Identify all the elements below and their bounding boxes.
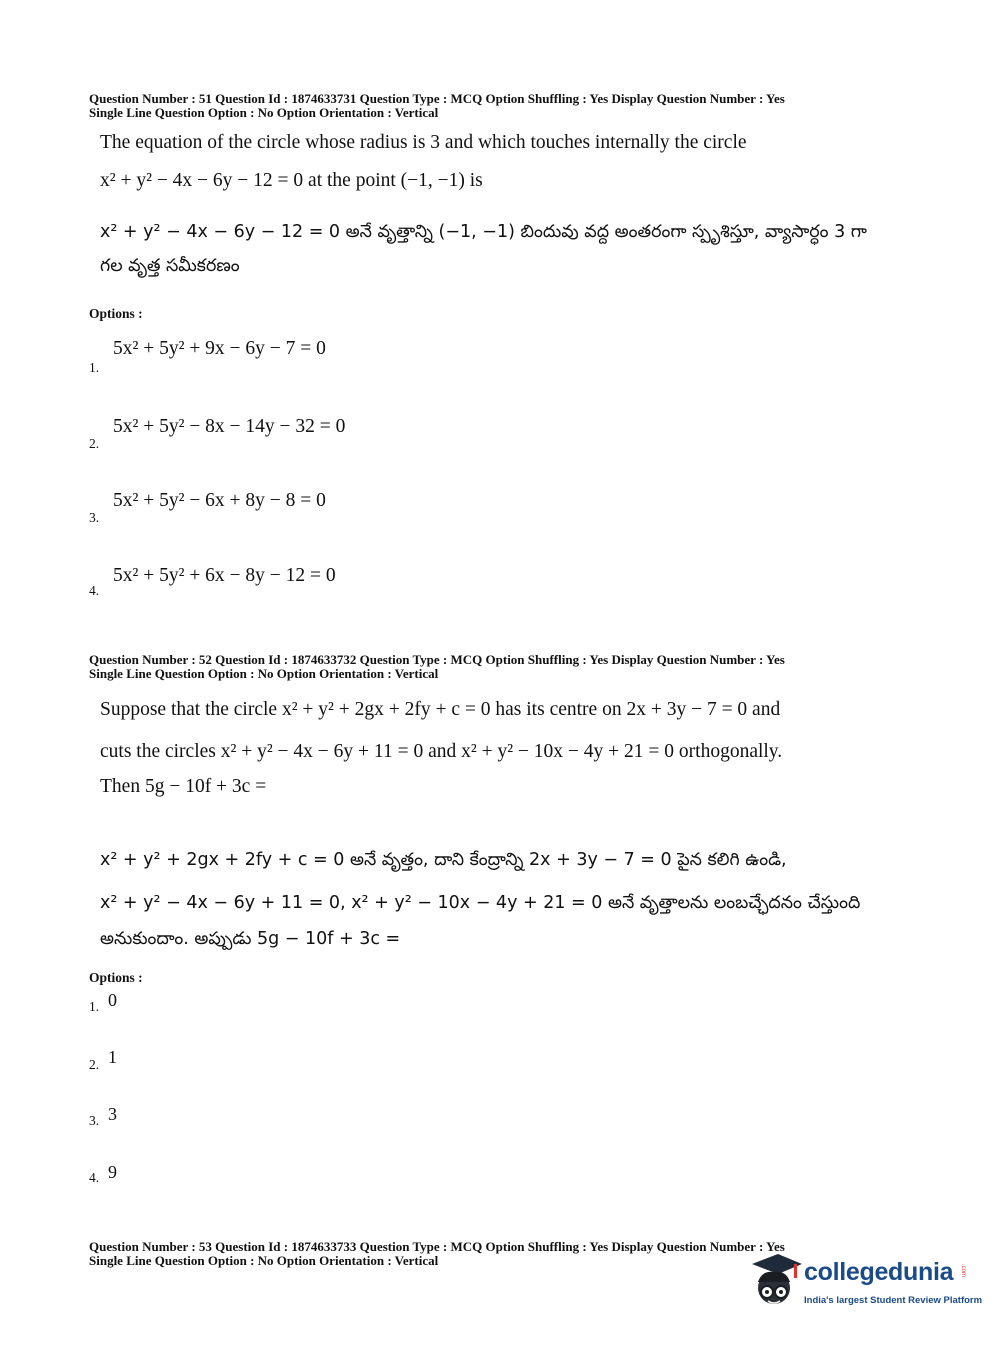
q52-text-te-3: అనుకుందాం. అప్పుడు 5g − 10f + 3c = <box>100 929 401 949</box>
q52-option-1-text[interactable]: 0 <box>108 990 117 1010</box>
q51-option-1-text[interactable]: 5x² + 5y² + 9x − 6y − 7 = 0 <box>113 338 326 359</box>
q51-option-1-number: 1. <box>89 360 100 375</box>
q51-option-2-text[interactable]: 5x² + 5y² − 8x − 14y − 32 = 0 <box>113 416 346 437</box>
q51-text-te-2: గల వృత్త సమీకరణం <box>100 256 240 276</box>
collegedunia-watermark <box>746 1252 983 1322</box>
q52-option-2-number: 2. <box>89 1057 100 1072</box>
q51-option-4-text[interactable]: 5x² + 5y² + 6x − 8y − 12 = 0 <box>113 565 336 586</box>
mascot-icon <box>746 1252 802 1316</box>
q51-option-3-number: 3. <box>89 510 100 525</box>
q51-option-4-number: 4. <box>89 583 100 598</box>
q52-text-te-2: x² + y² − 4x − 6y + 11 = 0, x² + y² − 10x − 4y + 21 = 0 అనే వృత్తాలను లంబచ్ఛేదనం చేస్తుంది <box>100 893 861 913</box>
q51-text-te-1: x² + y² − 4x − 6y − 12 = 0 అనే వృత్తాన్ని (−1, −1) బిందువు వద్ద అంతరంగా స్పృశిస్తూ, వ్యాసార్ధం 3 గా <box>100 222 867 242</box>
q51-option-3-text[interactable]: 5x² + 5y² − 6x + 8y − 8 = 0 <box>113 490 326 511</box>
q51-meta-line1: Question Number : 51 Question Id : 1874633731 Question Type : MCQ Option Shuffling : Yes Display Question Number : Yes <box>89 91 785 106</box>
q52-option-1-number: 1. <box>89 999 100 1014</box>
q52-text-te-1: x² + y² + 2gx + 2fy + c = 0 అనే వృత్తం, దాని కేంద్రాన్ని 2x + 3y − 7 = 0 పైన కలిగి ఉండి, <box>100 850 787 870</box>
q53-meta <box>89 1240 785 1268</box>
q52-meta-line2: Single Line Question Option : No Option Orientation : Vertical <box>89 666 439 681</box>
q52-text-en-3: Then 5g − 10f + 3c = <box>100 776 267 797</box>
q51-text-en-1: The equation of the circle whose radius is 3 and which touches internally the circle <box>100 132 747 153</box>
q52-meta <box>89 653 785 681</box>
q52-option-4-text[interactable]: 9 <box>108 1162 117 1182</box>
q52-options-label: Options : <box>89 970 143 985</box>
q52-option-4-number: 4. <box>89 1170 100 1185</box>
brand-tagline: India's largest Student Review Platform <box>804 1295 983 1306</box>
q51-option-2-number: 2. <box>89 436 100 451</box>
brand-name: collegedunia <box>804 1258 954 1286</box>
brand-com: .com <box>960 1264 966 1278</box>
q52-option-3-text[interactable]: 3 <box>108 1104 117 1124</box>
q51-options-label: Options : <box>89 306 143 321</box>
q53-meta-line1: Question Number : 53 Question Id : 1874633733 Question Type : MCQ Option Shuffling : Yes Display Question Number : Yes <box>89 1239 785 1254</box>
q51-meta <box>89 92 785 120</box>
q53-meta-line2: Single Line Question Option : No Option Orientation : Vertical <box>89 1253 439 1268</box>
q51-meta-line2: Single Line Question Option : No Option Orientation : Vertical <box>89 105 439 120</box>
q52-text-en-1: Suppose that the circle x² + y² + 2gx + 2fy + c = 0 has its centre on 2x + 3y − 7 = 0 and <box>100 699 781 720</box>
q51-text-en-2: x² + y² − 4x − 6y − 12 = 0 at the point (−1, −1) is <box>100 170 483 191</box>
q52-option-3-number: 3. <box>89 1113 100 1128</box>
q52-meta-line1: Question Number : 52 Question Id : 1874633732 Question Type : MCQ Option Shuffling : Yes Display Question Number : Yes <box>89 652 785 667</box>
q52-text-en-2: cuts the circles x² + y² − 4x − 6y + 11 = 0 and x² + y² − 10x − 4y + 21 = 0 orthogonally. <box>100 741 783 762</box>
q52-option-2-text[interactable]: 1 <box>108 1047 117 1067</box>
